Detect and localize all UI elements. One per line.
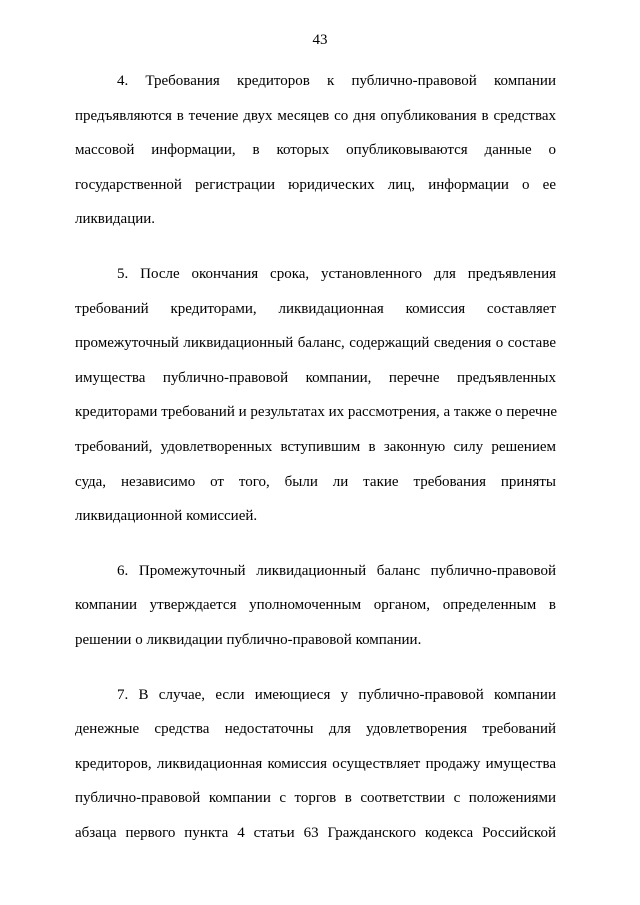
text-line: решении о ликвидации публично-правовой компании. xyxy=(75,631,422,648)
document-body xyxy=(75,64,556,870)
text-line: 7. В случае, если имеющиеся у публично-правовой компании xyxy=(117,686,556,703)
paragraph-item-4 xyxy=(75,64,556,237)
text-line: государственной регистрации юридических лиц, информации о ее xyxy=(75,176,556,193)
text-line: 5. После окончания срока, установленного для предъявления xyxy=(117,265,556,282)
paragraph-item-7 xyxy=(75,678,556,851)
text-line: ликвидации. xyxy=(75,211,156,228)
text-line: требований, удовлетворенных вступившим в законную силу решением xyxy=(75,438,556,455)
text-line: промежуточный ликвидационный баланс, содержащий сведения о составе xyxy=(75,335,556,352)
text-line: ликвидационной комиссией. xyxy=(75,508,258,525)
text-line: 4. Требования кредиторов к публично-правовой компании xyxy=(117,73,556,89)
text-line: имущества публично-правовой компании, перечне предъявленных xyxy=(75,369,556,386)
text-line: требований кредиторами, ликвидационная комиссия составляет xyxy=(75,300,556,317)
text-line: суда, независимо от того, были ли такие требования приняты xyxy=(75,473,556,490)
text-line: 6. Промежуточный ликвидационный баланс публично-правовой xyxy=(117,562,556,579)
page-number: 43 xyxy=(312,32,328,48)
text-line: компании утверждается уполномоченным органом, определенным в xyxy=(75,597,556,614)
paragraph-item-6 xyxy=(75,554,556,658)
text-line: публично-правовой компании с торгов в соответствии с положениями xyxy=(75,790,556,807)
text-line: кредиторов, ликвидационная комиссия осуществляет продажу имущества xyxy=(75,755,556,772)
text-line: массовой информации, в которых опубликовываются данные о xyxy=(75,142,556,159)
paragraph-item-5 xyxy=(75,257,556,534)
text-line: кредиторами требований и результатах их рассмотрения, а также о перечне xyxy=(75,404,558,421)
text-line: предъявляются в течение двух месяцев со дня опубликования в средствах xyxy=(75,107,556,124)
text-line: абзаца первого пункта 4 статьи 63 Гражданского кодекса Российской xyxy=(75,824,556,841)
text-line: денежные средства недостаточны для удовлетворения требований xyxy=(75,721,556,738)
